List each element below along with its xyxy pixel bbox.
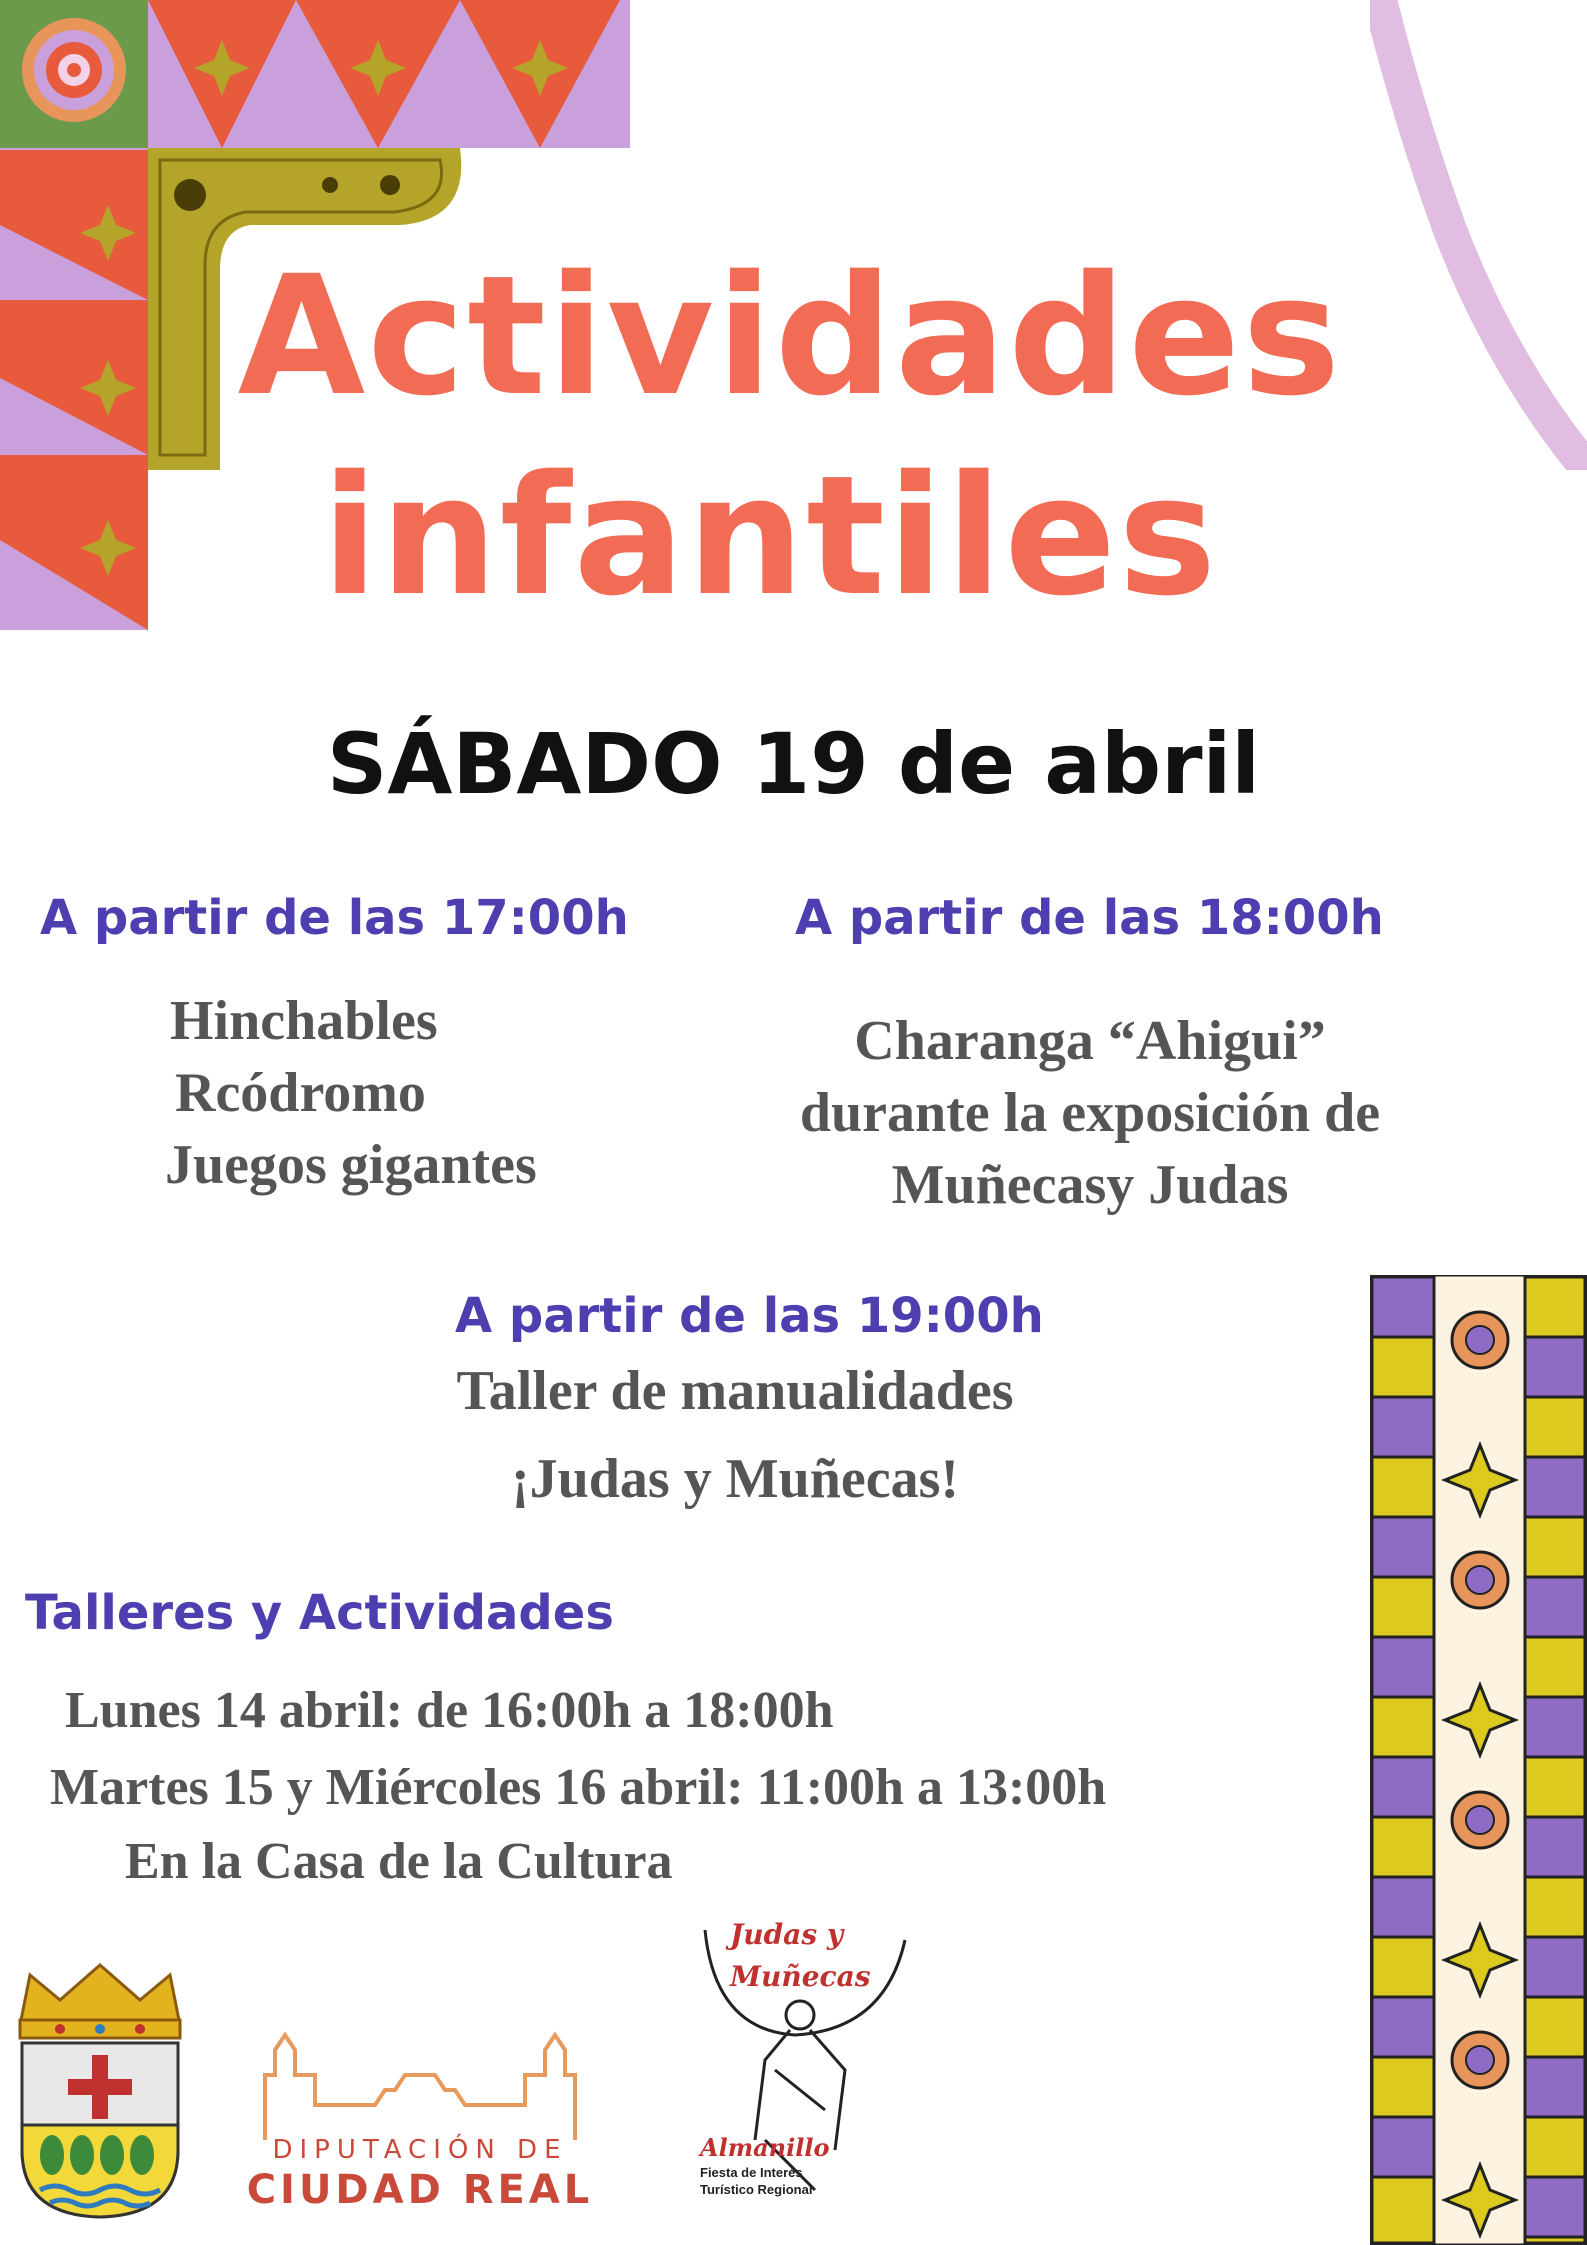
judas-logo-fiesta-1: Fiesta de Interés <box>700 2165 803 2180</box>
time-heading-19: A partir de las 19:00h <box>455 1288 1044 1344</box>
diputacion-name-bottom: CIUDAD REAL <box>246 2167 594 2213</box>
block2-line-1: Charanga “Ahigui” <box>854 1010 1326 1072</box>
block1-item-2: Rcódromo <box>175 1062 426 1124</box>
right-pattern-decoration <box>1370 1275 1587 2245</box>
time-heading-17: A partir de las 17:00h <box>40 890 629 946</box>
block1-item-1: Hinchables <box>170 990 438 1052</box>
title-line-1: Actividades <box>237 240 1343 432</box>
event-date: SÁBADO 19 de abril <box>326 715 1261 813</box>
block2-line-3: Muñecasy Judas <box>891 1154 1289 1216</box>
coat-of-arms-logo <box>0 1955 200 2225</box>
block3-line-2: ¡Judas y Muñecas! <box>510 1448 960 1510</box>
workshop-line-1: Lunes 14 abril: de 16:00h a 18:00h <box>65 1682 834 1739</box>
diputacion-building-icon <box>255 2030 585 2140</box>
time-heading-18: A partir de las 18:00h <box>795 890 1384 946</box>
judas-logo-fiesta-2: Turístico Regional <box>700 2182 813 2197</box>
block3-line-1: Taller de manualidades <box>456 1360 1014 1422</box>
judas-logo-line-2: Muñecas <box>730 1960 871 1993</box>
block1-item-3: Juegos gigantes <box>165 1134 537 1196</box>
block2-line-2: durante la exposición de <box>799 1082 1381 1144</box>
title-line-2: infantiles <box>321 440 1219 632</box>
workshops-heading: Talleres y Actividades <box>25 1585 614 1641</box>
judas-logo-place: Almanillo <box>700 2133 830 2162</box>
workshop-line-2: Martes 15 y Miércoles 16 abril: 11:00h a 13:00h <box>50 1759 1107 1816</box>
judas-logo-line-1: Judas y <box>730 1918 844 1951</box>
diputacion-name-top: DIPUTACIÓN DE <box>272 2135 568 2165</box>
workshop-line-3: En la Casa de la Cultura <box>125 1833 673 1890</box>
